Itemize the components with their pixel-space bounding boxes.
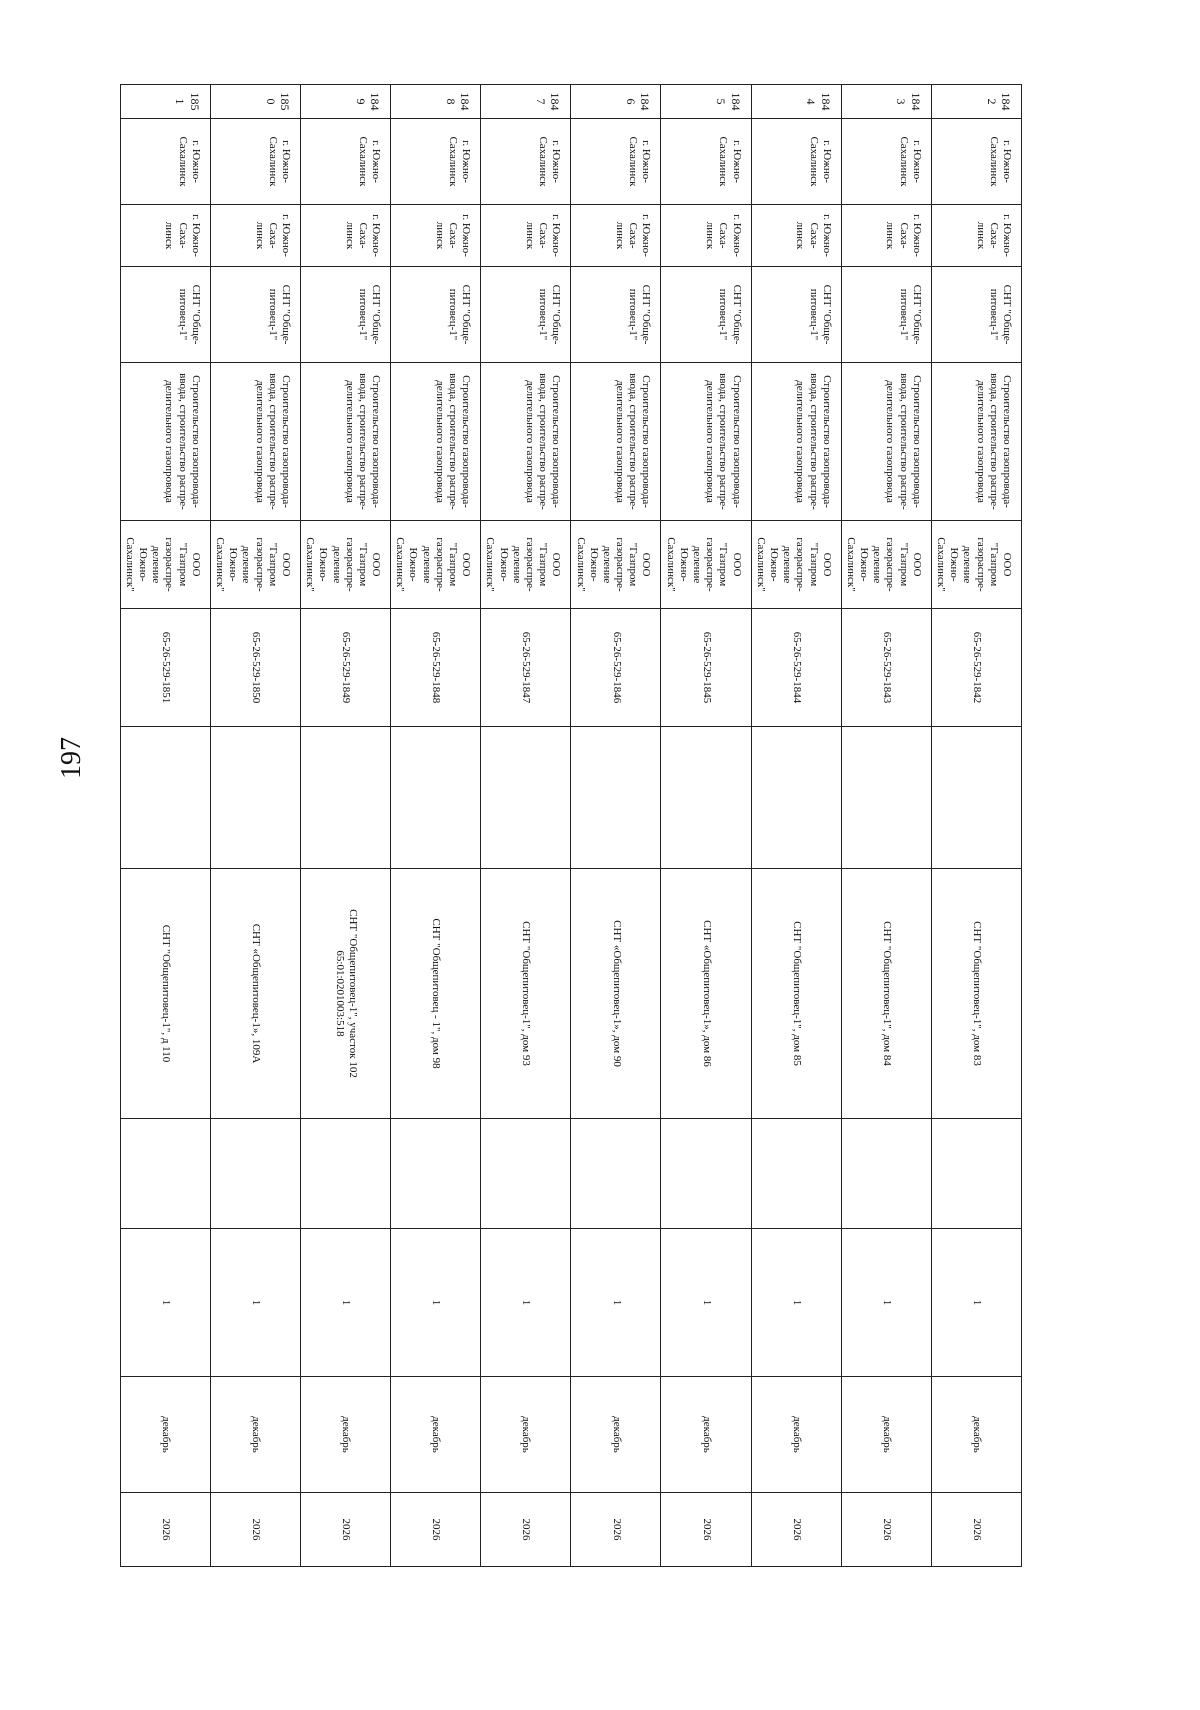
empty-cell [120,1119,210,1229]
empty-cell [571,1119,661,1229]
table-row [481,85,571,1567]
object-code-cell: 65-26-529-1845 [661,609,751,727]
year-cell: 2026 [120,1493,210,1567]
month-cell: декабрь [391,1377,481,1493]
object-code-cell: 65-26-529-1843 [841,609,931,727]
object-code-cell: 65-26-529-1848 [391,609,481,727]
address-cell: СНТ "Общепитовец-1", участок 102 65:01:0201003:518 [301,869,391,1119]
address-cell: СНТ "Общепитовец - 1", дом 98 [391,869,481,1119]
table-row [841,85,931,1567]
table-row [751,85,841,1567]
row-number-cell: 184 4 [751,85,841,119]
empty-cell [210,1119,300,1229]
page-number: 197 [56,737,87,779]
year-cell: 2026 [571,1493,661,1567]
month-cell: декабрь [751,1377,841,1493]
address-cell: СНТ "Общепитовец-1", дом 85 [751,869,841,1119]
quantity-cell: 1 [661,1229,751,1377]
row-number-cell: 185 1 [120,85,210,119]
table-row [931,85,1021,1567]
locality-cell: г. Южно- Саха- линск [210,205,300,267]
year-cell: 2026 [481,1493,571,1567]
empty-cell [301,727,391,869]
year-cell: 2026 [661,1493,751,1567]
empty-cell [481,1119,571,1229]
quantity-cell: 1 [120,1229,210,1377]
locality-cell: г. Южно- Саха- линск [841,205,931,267]
quantity-cell: 1 [391,1229,481,1377]
quantity-cell: 1 [481,1229,571,1377]
organization-cell: СНТ "Обще- питовец-1" [571,267,661,363]
row-number-cell: 184 3 [841,85,931,119]
work-description-cell: Строительство газопровода- ввода, строительство распре- делительного газопровода [301,363,391,521]
row-number-cell: 184 7 [481,85,571,119]
address-cell: СНТ «Общепитовец-1», дом 90 [571,869,661,1119]
locality-cell: г. Южно- Саха- линск [301,205,391,267]
work-description-cell: Строительство газопровода- ввода, строительство распре- делительного газопровода [931,363,1021,521]
quantity-cell: 1 [841,1229,931,1377]
empty-cell [931,727,1021,869]
organization-cell: СНТ "Обще- питовец-1" [481,267,571,363]
month-cell: декабрь [301,1377,391,1493]
row-number-cell: 184 2 [931,85,1021,119]
year-cell: 2026 [751,1493,841,1567]
object-code-cell: 65-26-529-1842 [931,609,1021,727]
distributor-cell: ООО "Газпром газораспре- деление Южно- Сахалинск" [210,521,300,609]
empty-cell [481,727,571,869]
municipality-cell: г. Южно- Сахалинск [481,119,571,205]
work-description-cell: Строительство газопровода- ввода, строительство распре- делительного газопровода [481,363,571,521]
work-description-cell: Строительство газопровода- ввода, строительство распре- делительного газопровода [751,363,841,521]
distributor-cell: ООО "Газпром газораспре- деление Южно- Сахалинск" [391,521,481,609]
distributor-cell: ООО "Газпром газораспре- деление Южно- Сахалинск" [481,521,571,609]
table-row [210,85,300,1567]
table-body [120,85,1021,1567]
distributor-cell: ООО "Газпром газораспре- деление Южно- Сахалинск" [301,521,391,609]
month-cell: декабрь [571,1377,661,1493]
empty-cell [120,727,210,869]
municipality-cell: г. Южно- Сахалинск [391,119,481,205]
organization-cell: СНТ "Обще- питовец-1" [301,267,391,363]
table-row [391,85,481,1567]
gasification-table [120,84,1022,1567]
table-row [120,85,210,1567]
empty-cell [391,1119,481,1229]
empty-cell [571,727,661,869]
address-cell: СНТ "Общепитовец-1", д 110 [120,869,210,1119]
quantity-cell: 1 [301,1229,391,1377]
empty-cell [751,727,841,869]
object-code-cell: 65-26-529-1849 [301,609,391,727]
municipality-cell: г. Южно- Сахалинск [120,119,210,205]
empty-cell [751,1119,841,1229]
table-row [301,85,391,1567]
empty-cell [841,727,931,869]
distributor-cell: ООО "Газпром газораспре- деление Южно- Сахалинск" [571,521,661,609]
quantity-cell: 1 [751,1229,841,1377]
municipality-cell: г. Южно- Сахалинск [751,119,841,205]
empty-cell [931,1119,1021,1229]
locality-cell: г. Южно- Саха- линск [481,205,571,267]
organization-cell: СНТ "Обще- питовец-1" [931,267,1021,363]
month-cell: декабрь [841,1377,931,1493]
work-description-cell: Строительство газопровода- ввода, строительство распре- делительного газопровода [391,363,481,521]
municipality-cell: г. Южно- Сахалинск [931,119,1021,205]
quantity-cell: 1 [931,1229,1021,1377]
locality-cell: г. Южно- Саха- линск [120,205,210,267]
municipality-cell: г. Южно- Сахалинск [841,119,931,205]
row-number-cell: 184 8 [391,85,481,119]
organization-cell: СНТ "Обще- питовец-1" [661,267,751,363]
year-cell: 2026 [301,1493,391,1567]
address-cell: СНТ "Общепитовец-1", дом 84 [841,869,931,1119]
empty-cell [210,727,300,869]
municipality-cell: г. Южно- Сахалинск [301,119,391,205]
object-code-cell: 65-26-529-1850 [210,609,300,727]
locality-cell: г. Южно- Саха- линск [661,205,751,267]
quantity-cell: 1 [210,1229,300,1377]
table-row [661,85,751,1567]
organization-cell: СНТ "Обще- питовец-1" [751,267,841,363]
organization-cell: СНТ "Обще- питовец-1" [841,267,931,363]
organization-cell: СНТ "Обще- питовец-1" [210,267,300,363]
organization-cell: СНТ "Обще- питовец-1" [391,267,481,363]
organization-cell: СНТ "Обще- питовец-1" [120,267,210,363]
object-code-cell: 65-26-529-1846 [571,609,661,727]
year-cell: 2026 [210,1493,300,1567]
row-number-cell: 184 6 [571,85,661,119]
locality-cell: г. Южно- Саха- линск [571,205,661,267]
row-number-cell: 184 9 [301,85,391,119]
empty-cell [841,1119,931,1229]
municipality-cell: г. Южно- Сахалинск [210,119,300,205]
locality-cell: г. Южно- Саха- линск [391,205,481,267]
month-cell: декабрь [120,1377,210,1493]
distributor-cell: ООО "Газпром газораспре- деление Южно- Сахалинск" [120,521,210,609]
object-code-cell: 65-26-529-1844 [751,609,841,727]
address-cell: СНТ "Общепитовец-1", дом 83 [931,869,1021,1119]
month-cell: декабрь [481,1377,571,1493]
distributor-cell: ООО "Газпром газораспре- деление Южно- Сахалинск" [661,521,751,609]
locality-cell: г. Южно- Саха- линск [751,205,841,267]
address-cell: СНТ «Общепитовец-1», 109А [210,869,300,1119]
object-code-cell: 65-26-529-1847 [481,609,571,727]
year-cell: 2026 [841,1493,931,1567]
month-cell: декабрь [661,1377,751,1493]
municipality-cell: г. Южно- Сахалинск [661,119,751,205]
work-description-cell: Строительство газопровода- ввода, строительство распре- делительного газопровода [661,363,751,521]
distributor-cell: ООО "Газпром газораспре- деление Южно- Сахалинск" [841,521,931,609]
table-row [571,85,661,1567]
municipality-cell: г. Южно- Сахалинск [571,119,661,205]
empty-cell [301,1119,391,1229]
address-cell: СНТ "Общепитовец-1", дом 93 [481,869,571,1119]
work-description-cell: Строительство газопровода- ввода, строительство распре- делительного газопровода [571,363,661,521]
work-description-cell: Строительство газопровода- ввода, строительство распре- делительного газопровода [210,363,300,521]
locality-cell: г. Южно- Саха- линск [931,205,1021,267]
empty-cell [661,727,751,869]
document-table-wrapper [123,84,1022,1566]
empty-cell [661,1119,751,1229]
month-cell: декабрь [931,1377,1021,1493]
distributor-cell: ООО "Газпром газораспре- деление Южно- Сахалинск" [931,521,1021,609]
empty-cell [391,727,481,869]
year-cell: 2026 [931,1493,1021,1567]
month-cell: декабрь [210,1377,300,1493]
row-number-cell: 184 5 [661,85,751,119]
distributor-cell: ООО "Газпром газораспре- деление Южно- Сахалинск" [751,521,841,609]
address-cell: СНТ «Общепитовец-1», дом 86 [661,869,751,1119]
quantity-cell: 1 [571,1229,661,1377]
object-code-cell: 65-26-529-1851 [120,609,210,727]
year-cell: 2026 [391,1493,481,1567]
row-number-cell: 185 0 [210,85,300,119]
work-description-cell: Строительство газопровода- ввода, строительство распре- делительного газопровода [841,363,931,521]
work-description-cell: Строительство газопровода- ввода, строительство распре- делительного газопровода [120,363,210,521]
